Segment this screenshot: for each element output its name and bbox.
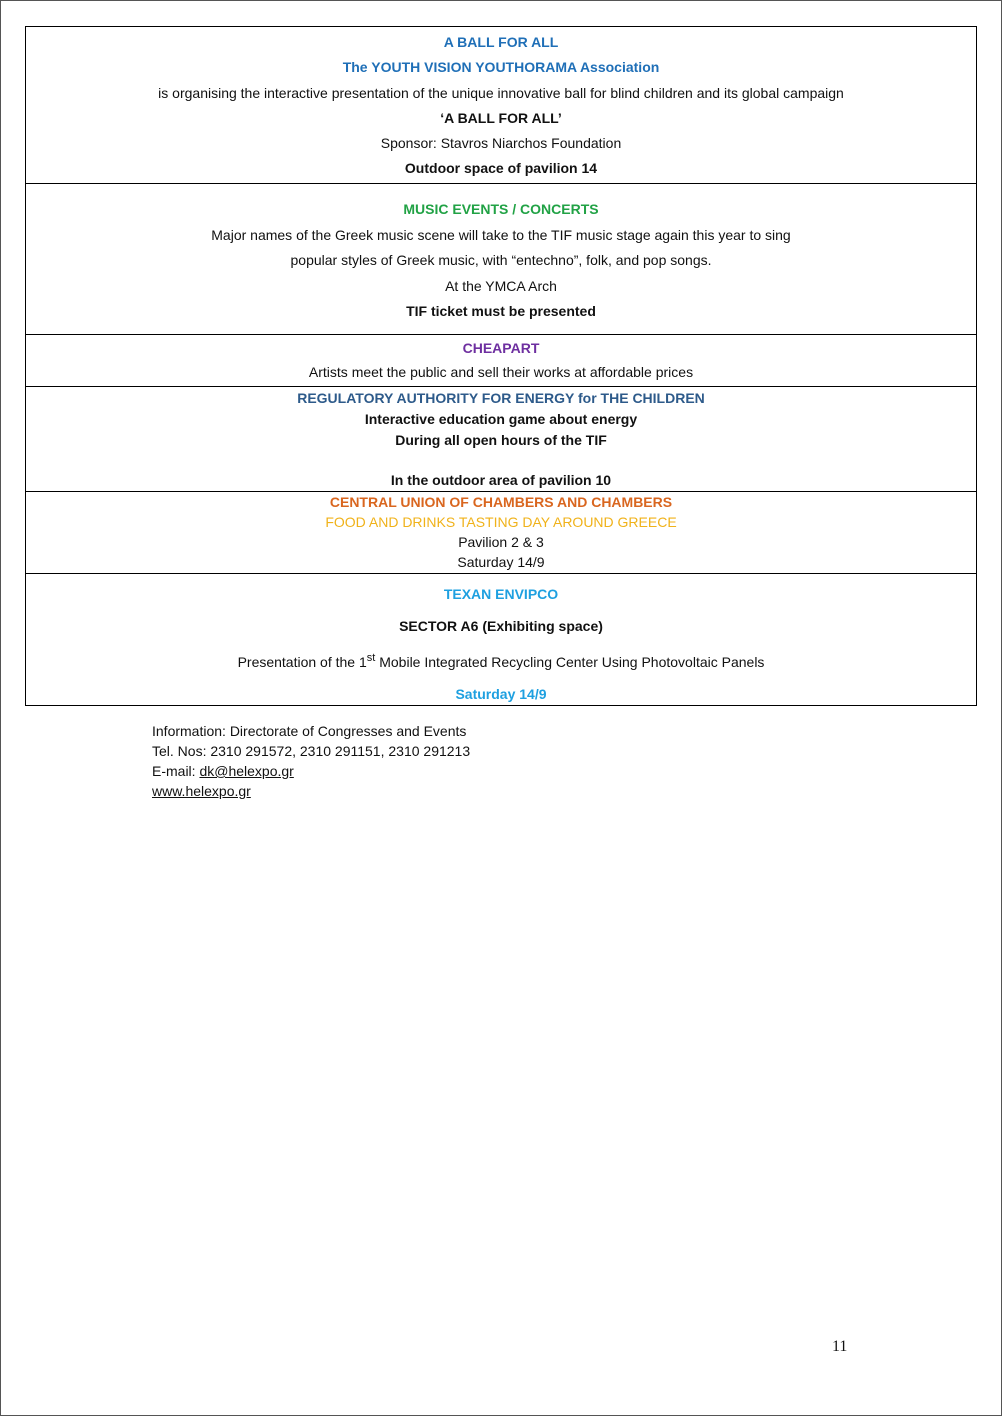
email-link[interactable]: dk@helexpo.gr xyxy=(199,763,294,779)
event-line2: During all open hours of the TIF xyxy=(395,432,607,448)
info-email-line xyxy=(152,761,470,781)
event-location: Pavilion 2 & 3 xyxy=(458,534,544,550)
event-music-concerts xyxy=(26,183,976,334)
event-central-union xyxy=(26,491,976,573)
event-sponsor: Sponsor: Stavros Niarchos Foundation xyxy=(380,135,622,152)
event-description-line2: popular styles of Greek music, with “entechno”, folk, and pop songs. xyxy=(290,252,712,268)
event-date: Saturday 14/9 xyxy=(455,686,547,702)
email-label: E-mail: xyxy=(152,763,200,779)
event-description xyxy=(26,650,976,674)
event-cheapart xyxy=(26,334,976,386)
event-description: is organising the interactive presentation of the unique innovative ball for blind children and its global campaign xyxy=(158,84,844,101)
page-number: 11 xyxy=(832,1338,848,1355)
description-superscript: st xyxy=(366,652,376,664)
contact-info xyxy=(152,721,470,801)
event-note: TIF ticket must be presented xyxy=(406,303,596,319)
description-text-rest: Mobile Integrated Recycling Center Using Photovoltaic Panels xyxy=(375,654,765,670)
event-title: REGULATORY AUTHORITY FOR ENERGY for THE CHILDREN xyxy=(297,390,705,406)
event-location: In the outdoor area of pavilion 10 xyxy=(390,472,612,488)
event-regulatory-authority xyxy=(26,386,976,491)
event-description: Artists meet the public and sell their works at affordable prices xyxy=(308,364,694,380)
event-title: CENTRAL UNION OF CHAMBERS AND CHAMBERS xyxy=(329,494,673,510)
events-table xyxy=(25,26,977,706)
spacer xyxy=(26,451,976,470)
event-sector: SECTOR A6 (Exhibiting space) xyxy=(399,618,603,634)
event-location: At the YMCA Arch xyxy=(445,277,557,294)
event-title: MUSIC EVENTS / CONCERTS xyxy=(403,201,599,217)
event-a-ball-for-all xyxy=(26,30,976,183)
event-title: A BALL FOR ALL xyxy=(443,34,559,50)
event-title: TEXAN ENVIPCO xyxy=(443,586,559,602)
event-date: Saturday 14/9 xyxy=(457,554,545,570)
info-directorate: Information: Directorate of Congresses and Events xyxy=(152,723,467,739)
event-subtitle: FOOD AND DRINKS TASTING DAY AROUND GREECE xyxy=(325,514,677,530)
event-line1: Interactive education game about energy xyxy=(364,411,638,427)
event-location: Outdoor space of pavilion 14 xyxy=(404,160,598,177)
event-organizer: The YOUTH VISION YOUTHORAMA Association xyxy=(342,59,660,76)
website-link[interactable]: www.helexpo.gr xyxy=(152,783,251,799)
event-texan-envipco xyxy=(26,573,976,705)
event-title: CHEAPART xyxy=(462,340,540,356)
info-phones: Tel. Nos: 2310 291572, 2310 291151, 2310 291213 xyxy=(152,743,471,759)
event-description-line1: Major names of the Greek music scene will take to the TIF music stage again this year to sing xyxy=(211,226,791,243)
description-text: Presentation of the 1 xyxy=(237,654,367,670)
event-campaign: ‘A BALL FOR ALL’ xyxy=(440,109,562,126)
